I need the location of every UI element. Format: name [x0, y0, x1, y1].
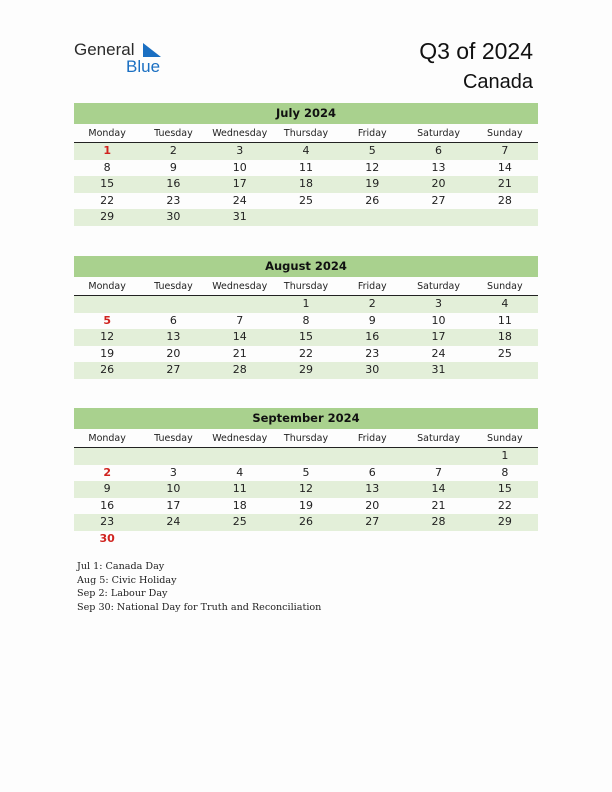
day-cell: 1: [302, 297, 310, 310]
day-cell: 12: [298, 482, 313, 495]
day-cell: 26: [365, 193, 380, 207]
day-cell: 3: [435, 297, 443, 310]
week-row: [74, 296, 538, 313]
month-calendar-september: [74, 408, 538, 547]
day-cell: 21: [497, 177, 512, 190]
weekday-label: Thursday: [283, 433, 329, 444]
day-cell: 25: [232, 515, 247, 528]
day-cell: 17: [431, 330, 446, 343]
weekday-header-row: [74, 278, 538, 296]
day-cell: 21: [232, 346, 247, 360]
day-cell: 16: [166, 177, 181, 190]
week-row: [74, 531, 538, 548]
day-cell: 7: [435, 465, 443, 479]
logo-blue-text: Blue: [126, 57, 161, 76]
day-cell: 6: [368, 465, 376, 479]
day-cell: 20: [365, 498, 380, 512]
day-cell: 26: [100, 363, 115, 376]
country-subtitle: Canada: [462, 71, 533, 93]
page-title: Q3 of 2024: [419, 38, 533, 64]
day-cell: 30: [365, 363, 380, 376]
empty-day-cell: [273, 448, 339, 465]
day-cell: 15: [100, 177, 115, 190]
empty-day-cell: [207, 296, 273, 313]
day-cell: 20: [166, 346, 181, 360]
empty-day-cell: [339, 531, 405, 548]
week-row: [74, 465, 538, 482]
empty-day-cell: [140, 296, 206, 313]
week-row: [74, 176, 538, 193]
day-cell: 12: [365, 160, 380, 174]
holiday-note: Jul 1: Canada Day: [77, 561, 165, 572]
day-cell: 13: [431, 160, 446, 174]
weekday-header-row: [74, 430, 538, 448]
day-cell: 28: [232, 363, 247, 376]
day-cell: 7: [501, 144, 509, 157]
week-row: [74, 481, 538, 498]
weekday-label: Thursday: [283, 281, 329, 292]
day-cell: 30: [166, 210, 181, 223]
day-cell: 18: [298, 177, 313, 190]
day-cell: 9: [169, 160, 177, 174]
day-cell: 11: [298, 160, 313, 174]
empty-day-cell: [472, 209, 538, 226]
week-row: [74, 514, 538, 531]
holiday-note: Sep 30: National Day for Truth and Reconciliation: [77, 601, 322, 613]
day-cell: 1: [103, 144, 111, 157]
day-cell: 11: [497, 313, 512, 327]
day-cell: 18: [232, 498, 247, 512]
weekday-label: Sunday: [487, 281, 523, 292]
day-cell: 22: [298, 346, 313, 360]
weekday-label: Sunday: [487, 433, 523, 444]
day-cell: 29: [100, 210, 115, 223]
empty-day-cell: [405, 531, 471, 548]
week-row: [74, 448, 538, 465]
day-cell: 19: [365, 177, 380, 190]
day-cell: 22: [100, 193, 115, 207]
weekday-label: Wednesday: [212, 433, 268, 444]
day-cell: 8: [103, 160, 111, 174]
day-cell: 13: [365, 482, 380, 495]
day-cell: 26: [298, 515, 313, 528]
day-cell: 4: [302, 144, 310, 157]
empty-day-cell: [405, 209, 471, 226]
day-cell: 29: [298, 363, 313, 376]
week-row: [74, 313, 538, 330]
day-cell: 25: [497, 346, 512, 360]
day-cell: 2: [368, 297, 376, 310]
empty-day-cell: [339, 448, 405, 465]
day-cell: 4: [236, 465, 244, 479]
day-cell: 6: [169, 313, 177, 327]
month-calendar-july: [74, 103, 538, 226]
week-row: [74, 329, 538, 346]
week-row: [74, 209, 538, 226]
empty-day-cell: [273, 209, 339, 226]
day-cell: 31: [232, 210, 247, 223]
weekday-label: Thursday: [283, 128, 329, 139]
day-cell: 14: [497, 160, 512, 174]
weekday-label: Monday: [88, 433, 126, 444]
day-cell: 19: [298, 498, 313, 512]
day-cell: 10: [232, 160, 247, 174]
day-cell: 2: [169, 144, 177, 157]
day-cell: 16: [100, 498, 115, 512]
day-cell: 6: [435, 144, 443, 157]
week-row: [74, 346, 538, 363]
day-cell: 24: [232, 193, 247, 207]
day-cell: 13: [166, 330, 181, 343]
week-row: [74, 193, 538, 210]
weekday-label: Friday: [357, 281, 387, 292]
day-cell: 3: [236, 144, 244, 157]
weekday-label: Friday: [357, 128, 387, 139]
day-cell: 5: [103, 313, 111, 327]
month-header: September 2024: [74, 408, 538, 429]
day-cell: 27: [365, 515, 380, 528]
day-cell: 24: [166, 515, 181, 528]
day-cell: 31: [431, 363, 446, 376]
weekday-label: Tuesday: [154, 128, 193, 139]
day-cell: 14: [431, 482, 446, 495]
empty-day-cell: [207, 531, 273, 548]
empty-day-cell: [74, 296, 140, 313]
day-cell: 17: [232, 177, 247, 190]
day-cell: 9: [368, 313, 376, 327]
day-cell: 14: [232, 330, 247, 343]
logo: [74, 40, 174, 80]
weekday-label: Tuesday: [154, 281, 193, 292]
month-calendar-august: [74, 256, 538, 379]
holiday-note: Aug 5: Civic Holiday: [77, 574, 177, 586]
day-cell: 4: [501, 297, 509, 310]
day-cell: 18: [497, 330, 512, 343]
weekday-label: Saturday: [417, 128, 460, 139]
week-row: [74, 498, 538, 515]
empty-day-cell: [472, 531, 538, 548]
week-row: [74, 143, 538, 160]
day-cell: 22: [497, 498, 512, 512]
day-cell: 23: [100, 515, 115, 528]
day-cell: 9: [103, 482, 111, 495]
day-cell: 30: [99, 531, 115, 545]
day-cell: 5: [368, 144, 376, 157]
day-cell: 28: [497, 193, 512, 207]
flag-triangle-icon: [141, 43, 163, 59]
empty-day-cell: [140, 531, 206, 548]
day-cell: 15: [298, 330, 313, 343]
weekday-label: Wednesday: [212, 128, 268, 139]
day-cell: 11: [232, 482, 247, 495]
day-cell: 24: [431, 346, 446, 360]
weekday-label: Saturday: [417, 281, 460, 292]
month-header: July 2024: [74, 103, 538, 124]
logo-general-text: General: [74, 40, 135, 59]
day-cell: 1: [501, 449, 509, 462]
empty-day-cell: [207, 448, 273, 465]
day-cell: 16: [365, 330, 380, 343]
day-cell: 5: [302, 465, 310, 479]
day-cell: 12: [100, 330, 115, 343]
day-cell: 3: [169, 465, 177, 479]
day-cell: 8: [501, 465, 509, 479]
day-cell: 15: [497, 482, 512, 495]
empty-day-cell: [140, 448, 206, 465]
weekday-header-row: [74, 125, 538, 143]
day-cell: 19: [100, 346, 115, 360]
day-cell: 27: [166, 363, 181, 376]
weekday-label: Monday: [88, 128, 126, 139]
day-cell: 28: [431, 515, 446, 528]
day-cell: 17: [166, 498, 181, 512]
empty-day-cell: [405, 448, 471, 465]
day-cell: 8: [302, 313, 310, 327]
day-cell: 10: [166, 482, 181, 495]
day-cell: 21: [431, 498, 446, 512]
month-header: August 2024: [74, 256, 538, 277]
day-cell: 25: [298, 193, 313, 207]
holiday-note: Sep 2: Labour Day: [77, 588, 168, 599]
weekday-label: Sunday: [487, 128, 523, 139]
week-row: [74, 160, 538, 177]
day-cell: 20: [431, 177, 446, 190]
empty-day-cell: [273, 531, 339, 548]
day-cell: 23: [166, 193, 181, 207]
empty-day-cell: [472, 362, 538, 379]
weekday-label: Wednesday: [212, 281, 268, 292]
day-cell: 7: [236, 313, 244, 327]
day-cell: 23: [365, 346, 380, 360]
week-row: [74, 362, 538, 379]
day-cell: 29: [497, 515, 512, 528]
weekday-label: Saturday: [417, 433, 460, 444]
day-cell: 2: [103, 465, 111, 479]
empty-day-cell: [339, 209, 405, 226]
weekday-label: Monday: [88, 281, 126, 292]
day-cell: 10: [431, 313, 446, 327]
holiday-notes: [77, 560, 321, 614]
weekday-label: Friday: [357, 433, 387, 444]
day-cell: 27: [431, 193, 446, 207]
empty-day-cell: [74, 448, 140, 465]
weekday-label: Tuesday: [154, 433, 193, 444]
